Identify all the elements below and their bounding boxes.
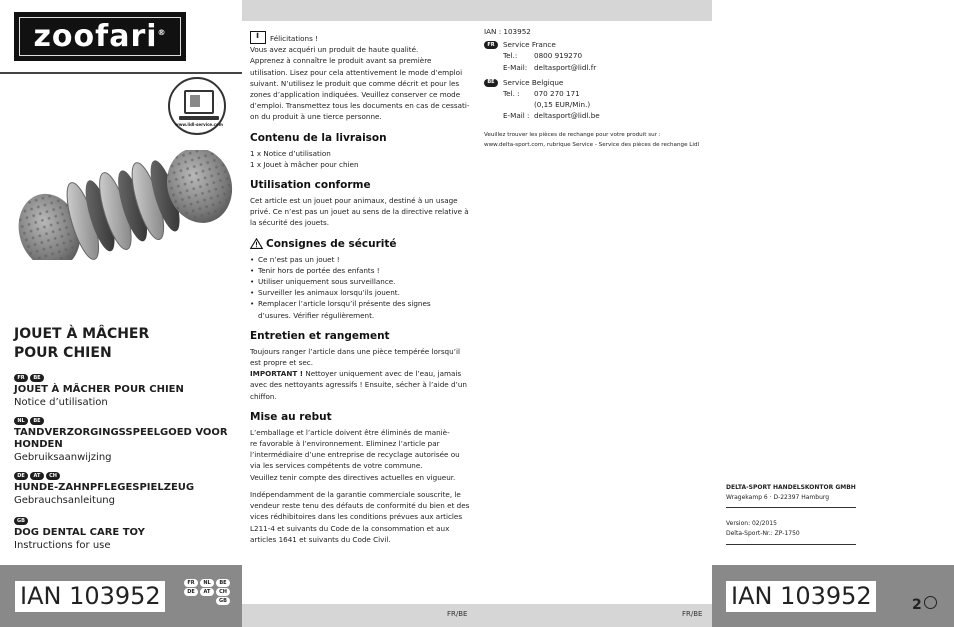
intro-line: Apprenez à connaître le produit avant sa première [250,56,432,66]
flag-badge: FR [484,41,498,49]
laptop-icon [184,90,214,114]
service-ian: IAN : 103952 [484,27,531,36]
flag-badge: CH [46,472,60,480]
footer-code-left: FR/BE [447,610,468,618]
email-label: E-Mail: [503,62,528,72]
product-title-line1: JOUET À MÂCHER [14,326,150,342]
language-subtitle: Notice d’utilisation [14,397,108,408]
registered-mark: ® [157,28,167,37]
delta-sport-number: Delta-Sport-Nr.: ZP-1750 [726,530,800,537]
language-entry-gb [14,517,238,552]
product-title-line2: POUR CHIEN [14,345,112,361]
use-line: Cet article est un jouet pour animaux, destiné à un usage [250,196,458,206]
safety-item: • Utiliser uniquement sous surveillance. [250,276,478,287]
ian-flags [175,579,230,605]
ian-band-back [712,565,954,627]
care-line: Toujours ranger l’article dans une pièce tempérée lorsqu’il [250,346,460,356]
brand-logo [14,12,186,61]
tel-note: (0,15 EUR/Min.) [534,100,591,110]
flag-badge: BE [216,579,230,587]
version-info [726,519,800,539]
language-subtitle: Instructions for use [14,540,111,551]
flag-badge: NL [200,579,214,587]
spare-parts-note: www.delta-sport.com, rubrique Service - Service des pièces de rechange Lidl [484,141,700,148]
language-title: JOUET À MÂCHER POUR CHIEN [14,384,184,395]
service-title: Service Belgique [503,77,564,87]
intro-line: suivant. N’utilisez le produit que comme décrit et pour les [250,78,460,88]
product-title [14,325,149,363]
safety-item: • Ce n’est pas un jouet ! [250,254,478,265]
flag-badge: GB [14,517,28,525]
flag-badge: AT [200,588,214,596]
contents-line: 1 x Notice d’utilisation [250,148,331,158]
service-badge [168,77,226,135]
service-france [484,39,710,73]
bottom-band [242,604,712,627]
contents-heading: Contenu de la livraison [250,131,387,144]
ian-number-back: IAN 103952 [726,581,876,612]
flag-badge: FR [184,579,198,587]
intro-line: d’emploi. Transmettez tous les documents en cas de cessati- [250,101,470,111]
email-value: deltasport@lidl.fr [534,62,597,72]
tel-value: 070 270 171 [534,89,580,99]
flag-badge: BE [30,417,44,425]
company-name: DELTA-SPORT HANDELSKONTOR GMBH [726,484,856,491]
email-value: deltasport@lidl.be [534,111,600,121]
brand-name: zoofari [33,19,158,54]
warranty-line: Indépendamment de la garantie commerciale souscrite, le [250,489,461,499]
page-circle-icon [924,596,937,609]
warranty-line: articles 1641 et suivants du Code Civil. [250,534,391,544]
language-entry-fr [14,374,238,409]
intro-line: zones d’application indiquées. Veuillez conserver ce mode [250,90,461,100]
instructions-column [242,0,712,627]
spare-parts-note: Veuillez trouver les pièces de rechange pour votre produit sur : [484,131,661,138]
congrats-line: iFélicitations ! [250,31,478,44]
flag-badge: FR [14,374,28,382]
language-title: HUNDE-ZAHNPFLEGESPIELZEUG [14,482,195,493]
cover-column [0,0,242,627]
tel-value: 0800 919270 [534,51,583,61]
care-line: chiffon. [250,391,277,401]
safety-heading: Consignes de sécurité [250,237,478,251]
use-line: privé. Ce n’est pas un jouet au sens de la directive relative à [250,207,469,217]
language-subtitle: Gebrauchsanleitung [14,495,115,506]
safety-item: • Remplacer l’article lorsqu’il présente des signes [250,298,478,309]
tel-label: Tel. : [503,89,520,99]
company-info [726,483,856,503]
product-image [10,150,240,260]
ian-band [0,565,242,627]
service-info [484,26,710,150]
top-band [242,0,712,21]
language-entry-nl [14,417,238,464]
service-url: www.lidl-service.com [175,122,223,127]
warranty-line: L211-4 et suivants du Code de la consommation et aux [250,523,450,533]
intro-line: utilisation. Lisez pour cela attentivement le mode d’emploi [250,67,463,77]
page-number: 2 [912,597,922,613]
info-book-icon [250,31,266,44]
header-rule [0,72,242,74]
contents-line: 1 x Jouet à mâcher pour chien [250,159,359,169]
flag-badge: CH [216,588,230,596]
important-line: IMPORTANT ! Nettoyer uniquement avec de l’eau, jamais [250,369,462,379]
safety-item-continued: d’usures. Vérifier régulièrement. [258,310,375,320]
flag-badge: GB [216,597,230,605]
footer-code-right: FR/BE [682,610,703,618]
disposal-heading: Mise au rebut [250,410,332,423]
language-subtitle: Gebruiksaanwijzing [14,452,112,463]
disposal-line: l’intermédiaire d’une entreprise de recyclage autorisée ou [250,450,460,460]
intro-line: on du produit à une tierce personne. [250,112,382,122]
use-line: la sécurité des jouets. [250,218,330,228]
disposal-line: Veuillez tenir compte des directives actuelles en vigueur. [250,472,456,482]
service-title: Service France [503,40,556,50]
flag-badge: BE [484,79,498,87]
version-rule [726,544,856,545]
company-address: Wragekamp 6 · D-22397 Hamburg [726,494,830,501]
email-label: E-Mail : [503,111,530,121]
care-line: est propre et sec. [250,358,314,368]
care-heading: Entretien et rangement [250,329,390,342]
flag-badge: NL [14,417,28,425]
flag-badge: DE [14,472,28,480]
instructions-text [250,31,478,545]
disposal-line: L’emballage et l’article doivent être éliminés de maniè- [250,427,450,437]
disposal-line: re favorable à l’environnement. Eliminez l’article par [250,439,440,449]
safety-item: • Tenir hors de portée des enfants ! [250,265,478,276]
back-column [712,0,954,627]
flag-badge: AT [30,472,44,480]
flag-badge: BE [30,374,44,382]
safety-list [250,254,478,310]
safety-item: • Surveiller les animaux lorsqu’ils jouent. [250,287,478,298]
ian-number: IAN 103952 [15,581,165,612]
warranty-line: vices rédhibitoires dans les conditions prévues aux articles [250,512,463,522]
care-line: avec des nettoyants agressifs ! Ensuite, sécher à l’aide d’un [250,380,467,390]
laptop-base [179,116,219,120]
service-belgium [484,77,710,122]
company-rule [726,507,856,508]
language-entry-de [14,472,238,507]
flag-badge: DE [184,588,198,596]
version: Version: 02/2015 [726,520,777,527]
tel-label: Tel.: [503,51,518,61]
use-heading: Utilisation conforme [250,179,371,192]
warranty-line: vendeur reste tenu des défauts de conformité du bien et des [250,501,470,511]
language-title: DOG DENTAL CARE TOY [14,527,145,538]
intro-line: Vous avez acquéri un produit de haute qualité. [250,45,419,55]
warning-icon [250,238,263,249]
disposal-line: via les services compétents de votre commune. [250,461,423,471]
important-label: IMPORTANT ! [250,369,304,379]
language-title: TANDVERZORGINGSSPEELGOED VOOR HONDEN [14,427,228,450]
